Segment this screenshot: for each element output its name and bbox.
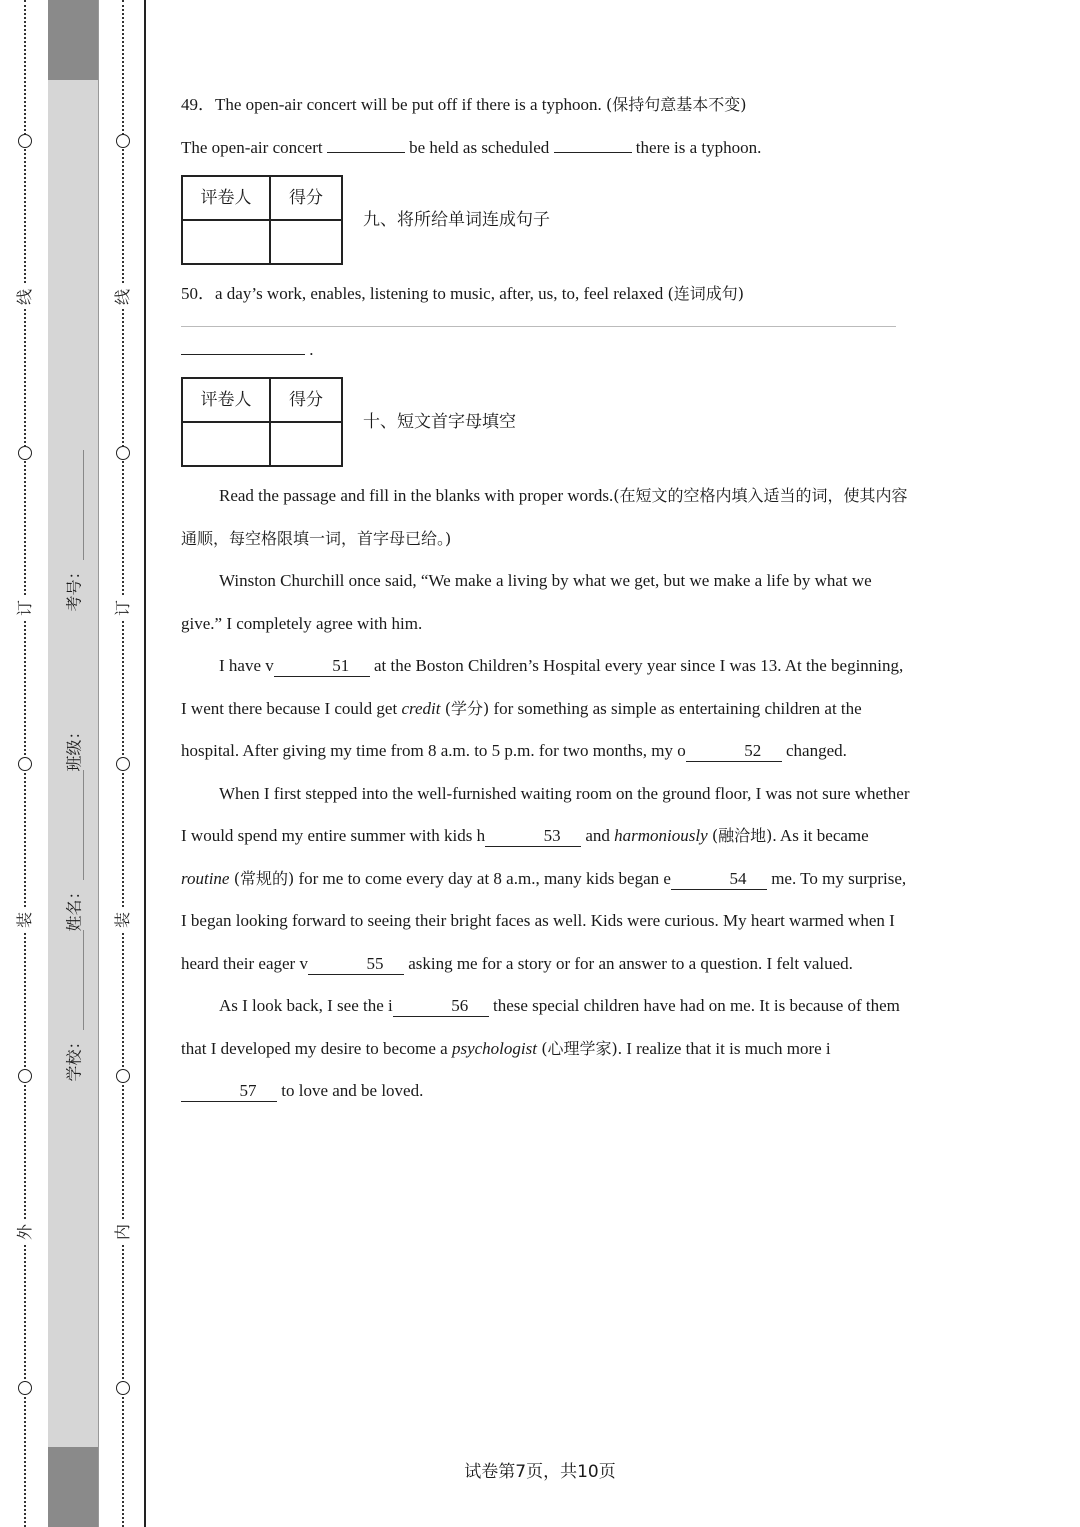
score-cell[interactable]: [270, 220, 342, 264]
exam-number-underline: [83, 450, 84, 560]
p4-text-b: these special children have had on me. It is because of them that I developed my desire to become a: [181, 996, 900, 1058]
class-label: 班级：: [64, 723, 84, 772]
blank-57[interactable]: 57: [181, 1081, 277, 1102]
q49-text-b: be held as scheduled: [409, 137, 550, 157]
outer-mark-line: 线: [13, 285, 37, 309]
name-underline: [83, 770, 84, 880]
passage-instructions: [181, 475, 911, 560]
q49-prompt-cn: (保持句意基本不变): [606, 95, 747, 114]
blank-56[interactable]: 56: [393, 996, 489, 1017]
q50-answer-line: [181, 329, 911, 372]
inner-mark-inside: 内: [111, 1220, 135, 1244]
page-footer: 试卷第7页，共10页: [464, 1462, 616, 1482]
score-header: 得分: [270, 176, 342, 220]
score-header: 得分: [270, 378, 342, 422]
grader-header: 评卷人: [182, 176, 270, 220]
grader-cell[interactable]: [182, 220, 270, 264]
blank-55[interactable]: 55: [308, 954, 404, 975]
p4-text-a: As I look back, I see the i: [219, 996, 393, 1015]
p4-text-c: . I realize that it is much more i: [617, 1038, 831, 1058]
q50-prompt-cn: (连词成句): [667, 284, 745, 303]
p3-text-a: When I first stepped into the well-furnished waiting room on the ground floor, I was not sure whether I would spend my entire summer with kids h: [181, 783, 910, 845]
section10-header: [181, 377, 911, 467]
score-table: [181, 377, 343, 467]
inner-circle-icon: [116, 1069, 130, 1083]
passage-paragraph-2: [181, 645, 911, 773]
harmoniously-gloss: (融洽地): [711, 826, 773, 845]
grader-cell[interactable]: [182, 422, 270, 466]
instructions-cn: (在短文的空格内填入适当的词，使其内容通顺，每空格限填一词，首字母已给。): [181, 486, 908, 548]
p3-text-c: . As it became: [772, 826, 869, 845]
outer-circle-icon: [18, 1069, 32, 1083]
class-field[interactable]: [58, 723, 88, 772]
outer-circle-icon: [18, 446, 32, 460]
p3-text-f: asking me for a story or for an answer to a question. I felt valued.: [408, 953, 853, 973]
word-psychologist: psychologist: [451, 1038, 537, 1058]
q49-prompt: 49．The open-air concert will be put off if there is a typhoon.: [181, 95, 602, 114]
instructions-en: Read the passage and fill in the blanks with proper words.: [219, 486, 614, 505]
inner-circle-icon: [116, 757, 130, 771]
section10-title: 十、短文首字母填空: [363, 411, 516, 432]
blank-53[interactable]: 53: [485, 826, 581, 847]
p3-text-b: and: [585, 826, 610, 845]
inner-mark-order: 订: [111, 596, 135, 620]
p3-text-e: me. To my surprise, I began looking forward to seeing their bright faces as well. Kids were curious. My heart warmed when I heard their eager v: [181, 868, 907, 973]
school-field[interactable]: [58, 1033, 88, 1082]
q49-answer-line: [181, 127, 911, 170]
binding-divider: [98, 0, 99, 1527]
question-49: [181, 84, 911, 127]
binding-border-line: [144, 0, 146, 1527]
q50-prompt: 50．a day’s work, enables, listening to music, after, us, to, feel relaxed: [181, 284, 664, 303]
q50-blank[interactable]: [181, 354, 305, 355]
word-routine: routine: [181, 868, 230, 888]
q49-blank-2[interactable]: [554, 152, 632, 153]
exam-number-label: 考号：: [64, 563, 84, 612]
exam-content: [181, 84, 911, 1113]
passage-paragraph-1: Winston Churchill once said, “We make a living by what we get, but we make a life by what we give.” I completely agree with him.: [181, 571, 872, 633]
outer-circle-icon: [18, 134, 32, 148]
credit-gloss: (学分): [444, 698, 490, 718]
passage-paragraph-4: [181, 985, 911, 1113]
score-table: [181, 175, 343, 265]
psychologist-gloss: (心理学家): [541, 1038, 618, 1058]
inner-circle-icon: [116, 134, 130, 148]
outer-circle-icon: [18, 1381, 32, 1395]
name-label: 姓名：: [64, 883, 84, 932]
school-underline: [83, 930, 84, 1030]
blank-52[interactable]: 52: [686, 741, 782, 762]
passage-paragraph-3: [181, 773, 911, 986]
p2-text-c: for something as simple as entertaining children at the hospital. After giving my time from 8 a.m. to 5 p.m. for two months, my o: [181, 698, 862, 760]
inner-mark-line: 线: [111, 285, 135, 309]
p2-text-d: changed.: [786, 741, 847, 760]
inner-circle-icon: [116, 446, 130, 460]
inner-mark-bind: 装: [111, 908, 135, 932]
p4-text-d: to love and be loved.: [281, 1081, 424, 1100]
q49-blank-1[interactable]: [327, 152, 405, 153]
q49-text-c: there is a typhoon.: [635, 137, 762, 157]
p2-text-a: I have v: [219, 656, 274, 675]
outer-circle-icon: [18, 757, 32, 771]
word-credit: credit: [401, 698, 441, 718]
q50-period: .: [309, 339, 314, 359]
score-cell[interactable]: [270, 422, 342, 466]
outer-mark-outside: 外: [13, 1220, 37, 1244]
question-50: [181, 273, 911, 316]
outer-mark-bind: 装: [13, 908, 37, 932]
section9-header: [181, 175, 911, 265]
blank-54[interactable]: 54: [671, 869, 767, 890]
q49-text-a: The open-air concert: [181, 137, 323, 157]
binding-margin: [0, 0, 146, 1527]
blank-51[interactable]: 51: [274, 656, 370, 677]
inner-circle-icon: [116, 1381, 130, 1395]
school-label: 学校：: [64, 1033, 84, 1082]
routine-gloss: (常规的): [233, 868, 295, 888]
p2-text-b: at the Boston Children’s Hospital every year since I was 13. At the beginning, I went there because I could get: [181, 656, 904, 718]
binding-dark-top: [48, 0, 98, 80]
name-field[interactable]: [58, 883, 88, 932]
p3-text-d: for me to come every day at 8 a.m., many kids began e: [298, 868, 671, 888]
grader-header: 评卷人: [182, 378, 270, 422]
exam-number-field[interactable]: [58, 563, 88, 612]
word-harmoniously: harmoniously: [614, 826, 708, 845]
outer-mark-order: 订: [13, 596, 37, 620]
section9-title: 九、将所给单词连成句子: [363, 209, 550, 230]
q50-answer-rule[interactable]: [181, 326, 896, 327]
